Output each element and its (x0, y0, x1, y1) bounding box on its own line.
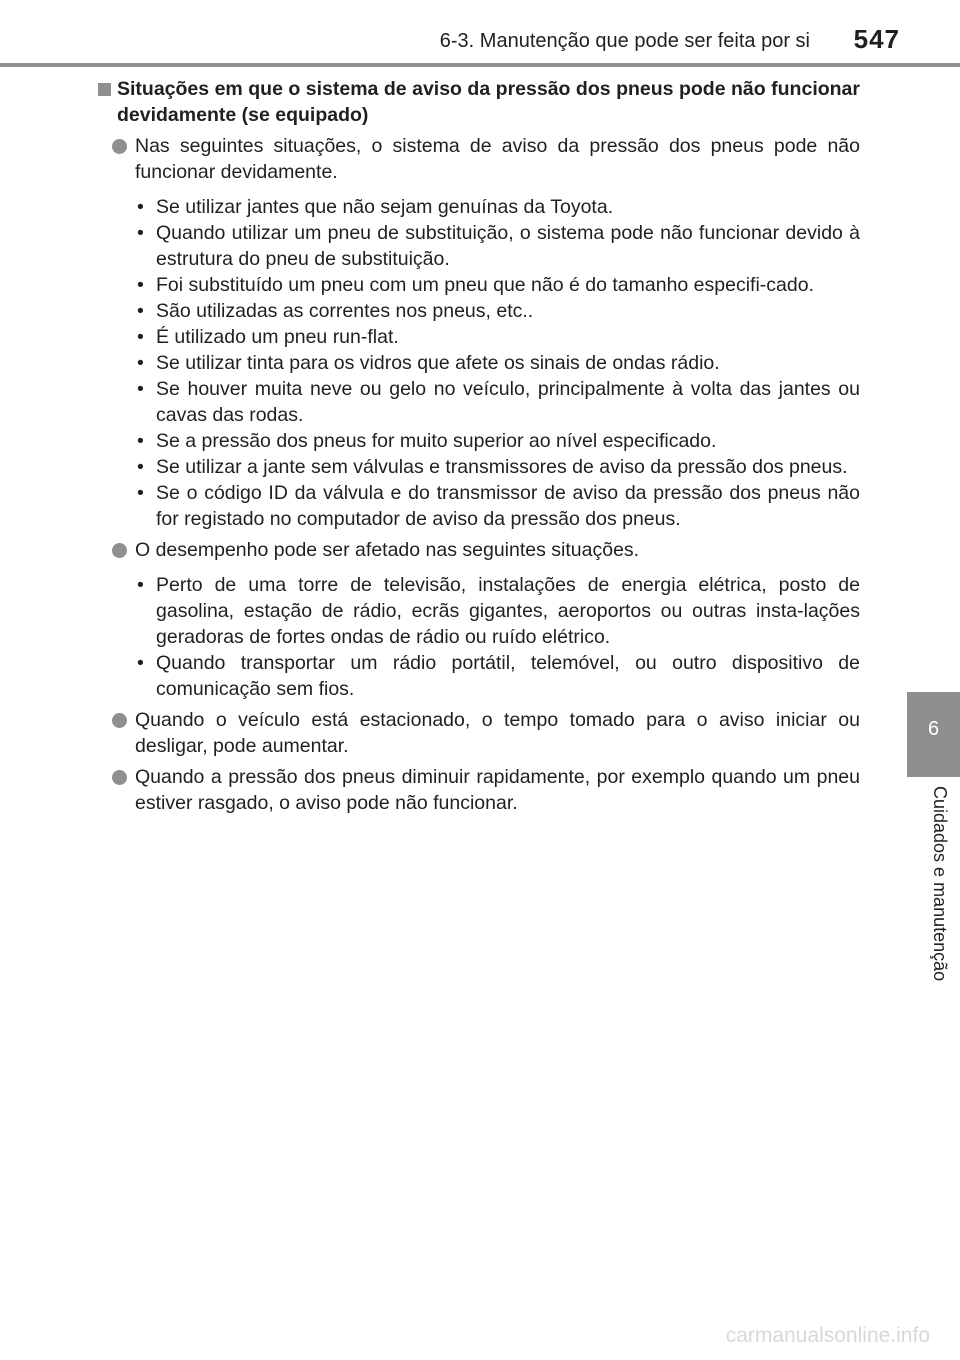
list-item (137, 572, 860, 650)
bullet-dot-icon: • (137, 222, 144, 244)
bullet-dot-icon: • (137, 456, 144, 478)
list-item-text: Quando transportar um rádio portátil, telemóvel, ou outro dispositivo de comunicação sem fios. (156, 652, 860, 700)
paragraph-text: O desempenho pode ser afetado nas seguintes situações. (135, 539, 640, 561)
paragraph (97, 764, 860, 816)
bullet-dot-icon: • (137, 482, 144, 504)
paragraph-text: Nas seguintes situações, o sistema de aviso da pressão dos pneus pode não funcionar devidamente. (135, 135, 860, 183)
page-number: 547 (853, 24, 900, 54)
list-item (137, 650, 860, 702)
bullet-dot-icon: • (137, 652, 144, 674)
list-item-text: São utilizadas as correntes nos pneus, etc.. (156, 300, 534, 322)
paragraph-text: Quando o veículo está estacionado, o tempo tomado para o aviso iniciar ou desligar, pode aumentar. (135, 709, 860, 757)
bullet-list (97, 572, 860, 702)
watermark: carmanualsonline.info (725, 1324, 930, 1347)
list-item (137, 428, 860, 454)
list-item (137, 376, 860, 428)
round-bullet-icon (112, 770, 127, 785)
chapter-tab (907, 692, 960, 777)
list-item-text: Se utilizar jantes que não sejam genuínas da Toyota. (156, 196, 614, 218)
header-section-title: 6-3. Manutenção que pode ser feita por si (439, 30, 810, 52)
list-item-text: É utilizado um pneu run-flat. (156, 326, 399, 348)
list-item (137, 350, 860, 376)
paragraph-text: Quando a pressão dos pneus diminuir rapidamente, por exemplo quando um pneu estiver rasgado, o aviso pode não funcionar. (135, 766, 860, 814)
bullet-dot-icon: • (137, 574, 144, 596)
bullet-dot-icon: • (137, 430, 144, 452)
list-item-text: Foi substituído um pneu com um pneu que não é do tamanho especifi-cado. (156, 274, 814, 296)
paragraph (97, 537, 860, 563)
bullet-dot-icon: • (137, 274, 144, 296)
list-item (137, 324, 860, 350)
bullet-dot-icon: • (137, 326, 144, 348)
paragraph (97, 707, 860, 759)
list-item (137, 298, 860, 324)
list-item (137, 480, 860, 532)
bullet-list (97, 194, 860, 532)
list-item-text: Se utilizar a jante sem válvulas e transmissores de aviso da pressão dos pneus. (156, 456, 848, 478)
round-bullet-icon (112, 139, 127, 154)
list-item (137, 194, 860, 220)
section-heading-text: Situações em que o sistema de aviso da pressão dos pneus pode não funcionar devidamente (se equipado) (117, 78, 860, 126)
list-item-text: Se o código ID da válvula e do transmissor de aviso da pressão dos pneus não for registado no computador de aviso da pressão dos pneus. (156, 482, 860, 530)
paragraph (97, 133, 860, 185)
chapter-number: 6 (927, 718, 940, 740)
paragraph-list (97, 133, 860, 816)
list-item-text: Se houver muita neve ou gelo no veículo, principalmente à volta das jantes ou cavas das rodas. (156, 378, 860, 426)
round-bullet-icon (112, 543, 127, 558)
bullet-dot-icon: • (137, 196, 144, 218)
list-item-text: Se a pressão dos pneus for muito superior ao nível especificado. (156, 430, 717, 452)
header-divider (0, 63, 960, 67)
list-item-text: Quando utilizar um pneu de substituição, o sistema pode não funcionar devido à estrutura do pneu de substituição. (156, 222, 860, 270)
list-item (137, 220, 860, 272)
bullet-dot-icon: • (137, 352, 144, 374)
list-item-text: Se utilizar tinta para os vidros que afete os sinais de ondas rádio. (156, 352, 720, 374)
page-content (97, 76, 860, 816)
section-heading (97, 76, 860, 128)
round-bullet-icon (112, 713, 127, 728)
square-bullet-icon (98, 83, 111, 96)
list-item (137, 272, 860, 298)
bullet-dot-icon: • (137, 378, 144, 400)
chapter-title: Cuidados e manutenção (930, 786, 950, 982)
list-item-text: Perto de uma torre de televisão, instalações de energia elétrica, posto de gasolina, estação de rádio, ecrãs gigantes, aeroportos ou outras insta-lações geradoras de fortes ondas de rádio ou ruído elétrico. (156, 574, 860, 648)
list-item (137, 454, 860, 480)
bullet-dot-icon: • (137, 300, 144, 322)
